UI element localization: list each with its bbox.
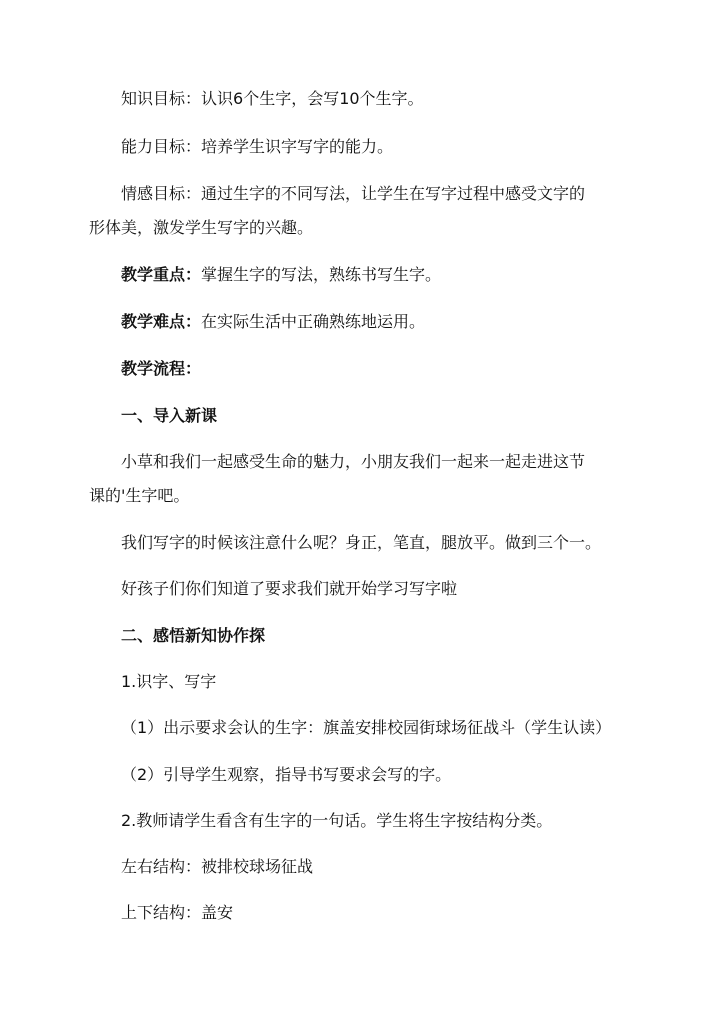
intro-paragraph-line: [0, 451, 720, 473]
section-one-label: 一、导入新课: [121, 406, 218, 425]
difficulty-label: 教学难点：: [121, 312, 202, 331]
emotion-goal-text: 通过生字的不同写法，让学生在写字过程中感受文字的: [201, 184, 586, 203]
left-right-structure-text: 左右结构：被排校球场征战: [121, 857, 314, 876]
key-point-label: 教学重点：: [121, 265, 202, 284]
substep-one-text: （1）出示要求会认的生字：旗盖安排校园街球场征战斗（学生认读）: [121, 718, 612, 737]
substep-two-text: （2）引导学生观察，指导书写要求会写的字。: [121, 765, 452, 784]
step-two-text: 2.教师请学生看含有生字的一句话。学生将生字按结构分类。: [121, 811, 553, 830]
ability-goal-line: [0, 136, 720, 158]
intro-paragraph-continuation: [0, 485, 720, 507]
substep-two-line: [0, 764, 720, 786]
writing-posture-line: [0, 532, 720, 554]
key-point-line: [0, 264, 720, 286]
ability-goal-text: 培养学生识字写字的能力。: [201, 137, 394, 156]
section-two-label: 二、感悟新知协作探: [121, 626, 266, 645]
key-point-text: 掌握生字的写法，熟练书写生字。: [201, 265, 442, 284]
emotion-goal-label: 情感目标：: [121, 184, 202, 203]
teaching-process-heading: [0, 358, 720, 380]
emotion-goal-continuation: [0, 217, 720, 239]
difficulty-text: 在实际生活中正确熟练地运用。: [201, 312, 426, 331]
section-two-heading: [0, 625, 720, 647]
ability-goal-label: 能力目标：: [121, 137, 202, 156]
intro-paragraph-text-continued: 课的'生字吧。: [89, 486, 190, 505]
substep-one-line: [0, 717, 720, 739]
start-learning-text: 好孩子们你们知道了要求我们就开始学习写字啦: [121, 579, 458, 598]
step-one-text: 1.识字、写字: [121, 672, 217, 691]
teaching-process-label: 教学流程：: [121, 359, 202, 378]
section-one-heading: [0, 405, 720, 427]
knowledge-goal-text: 认识6个生字，会写10个生字。: [201, 89, 424, 108]
knowledge-goal-line: [0, 88, 720, 110]
top-bottom-structure-text: 上下结构：盖安: [121, 903, 234, 922]
left-right-structure-line: [0, 856, 720, 878]
start-learning-line: [0, 578, 720, 600]
top-bottom-structure-line: [0, 902, 720, 924]
difficulty-line: [0, 311, 720, 333]
writing-posture-text: 我们写字的时候该注意什么呢？身正，笔直，腿放平。做到三个一。: [121, 533, 602, 552]
knowledge-goal-label: 知识目标：: [121, 89, 202, 108]
intro-paragraph-text: 小草和我们一起感受生命的魅力，小朋友我们一起来一起走进这节: [121, 452, 586, 471]
step-one-line: [0, 671, 720, 693]
emotion-goal-text-continued: 形体美，激发学生写字的兴趣。: [89, 218, 314, 237]
emotion-goal-line: [0, 183, 720, 205]
step-two-line: [0, 810, 720, 832]
